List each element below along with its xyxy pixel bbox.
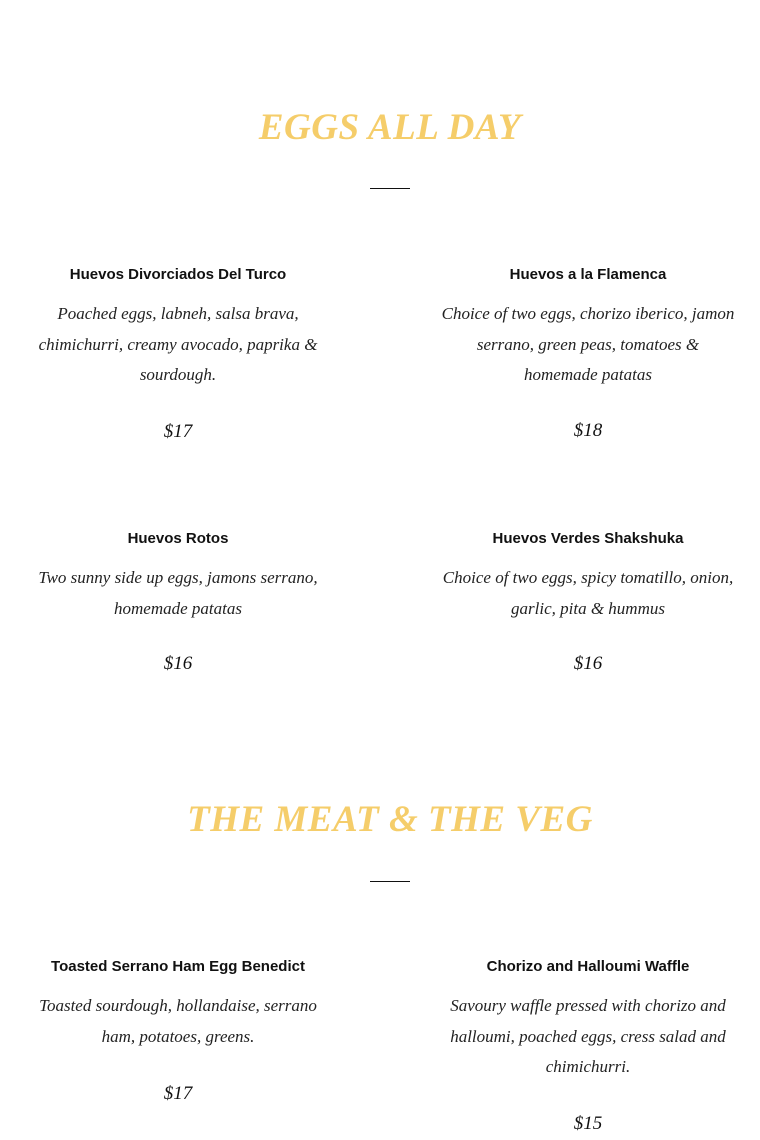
item-price: $17 bbox=[163, 1083, 193, 1104]
menu-item bbox=[34, 957, 322, 1117]
item-name: Huevos Divorciados Del Turco bbox=[69, 266, 287, 283]
item-name: Huevos Verdes Shakshuka bbox=[492, 530, 684, 547]
item-price: $15 bbox=[573, 1113, 603, 1134]
item-name: Huevos Rotos bbox=[127, 530, 229, 547]
item-name: Chorizo and Halloumi Waffle bbox=[486, 958, 690, 975]
menu-item bbox=[438, 529, 738, 689]
menu-item bbox=[438, 957, 738, 1140]
item-name: Huevos a la Flamenca bbox=[509, 266, 667, 283]
section-title-eggs-all-day: EGGS ALL DAY bbox=[258, 107, 522, 148]
section-title-meat-and-veg: THE MEAT & THE VEG bbox=[187, 799, 593, 840]
item-description: Choice of two eggs, chorizo iberico, jamon serrano, green peas, tomatoes & homemade patatas bbox=[441, 304, 735, 384]
item-price: $16 bbox=[573, 653, 603, 674]
item-price: $17 bbox=[163, 421, 193, 442]
menu-item bbox=[34, 265, 322, 455]
section-divider bbox=[370, 188, 410, 189]
menu-item bbox=[34, 529, 322, 689]
item-description: Savoury waffle pressed with chorizo and halloumi, poached eggs, cress salad and chimichurri. bbox=[450, 996, 726, 1076]
menu-item bbox=[438, 265, 738, 455]
section-divider bbox=[370, 881, 410, 882]
item-price: $18 bbox=[573, 420, 603, 441]
item-description: Choice of two eggs, spicy tomatillo, onion, garlic, pita & hummus bbox=[442, 568, 734, 618]
item-price: $16 bbox=[163, 653, 193, 674]
item-description: Two sunny side up eggs, jamons serrano, homemade patatas bbox=[38, 568, 318, 618]
item-description: Toasted sourdough, hollandaise, serrano ham, potatoes, greens. bbox=[39, 996, 317, 1046]
item-description: Poached eggs, labneh, salsa brava, chimichurri, creamy avocado, paprika & sourdough. bbox=[38, 304, 318, 384]
item-name: Toasted Serrano Ham Egg Benedict bbox=[51, 958, 305, 975]
